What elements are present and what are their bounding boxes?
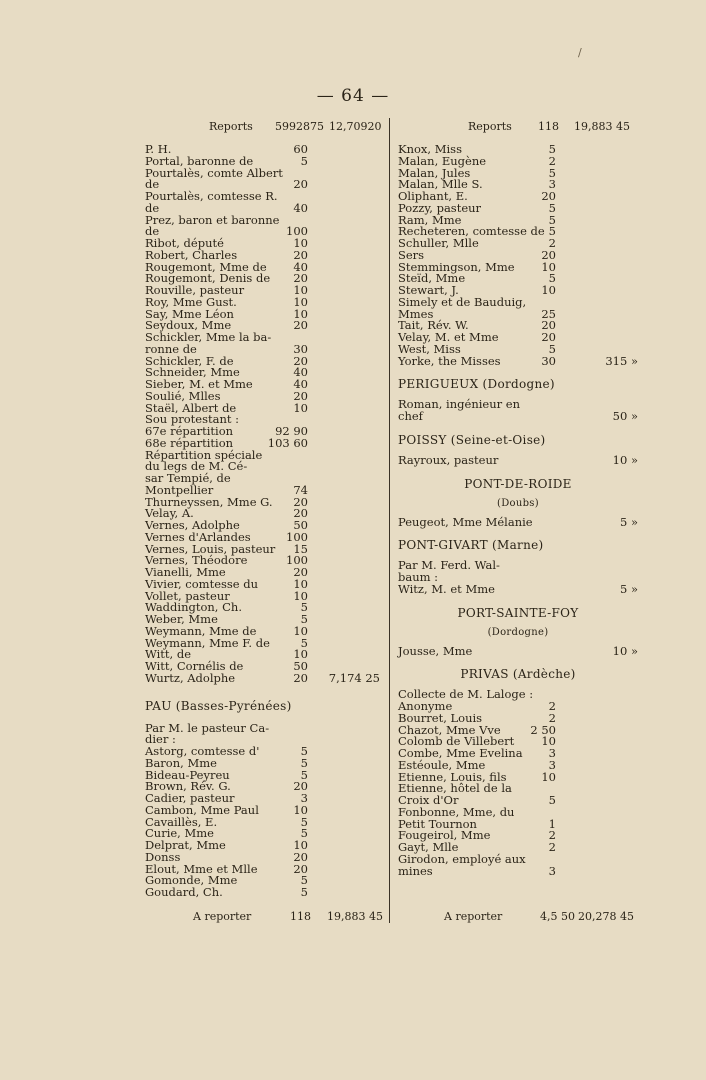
left-reports-a: 5992875 <box>275 120 324 133</box>
privas-heading: PRIVAS (Ardèche) <box>460 667 576 682</box>
pontderoide-heading: PONT-DE-ROIDE <box>464 476 572 491</box>
entry-name: Rougemont, Denis de <box>145 271 271 286</box>
entry-row <box>145 165 385 180</box>
entry-amount: 20 <box>293 271 308 286</box>
entry-amount: 10 <box>293 306 308 321</box>
entry-amount: 20 <box>293 779 308 794</box>
entry-name: Waddington, Ch. <box>145 600 242 615</box>
entry-name: Portal, baronne de <box>145 153 254 168</box>
entry-amount: 2 50 <box>530 722 556 737</box>
right-column <box>398 120 638 877</box>
entry-name: Rouville, pasteur <box>145 283 245 297</box>
entry-name: chef <box>398 409 423 423</box>
entry-name: Anonyme <box>398 699 453 713</box>
entry-row <box>398 581 638 596</box>
entry-name: Vernes, Théodore <box>145 553 248 568</box>
left-subscriber-list <box>145 144 385 685</box>
entry-name: de <box>145 200 160 215</box>
entry-name: dier : <box>145 732 176 747</box>
entry-amount: 10 <box>293 283 308 297</box>
entry-amount: 3 <box>548 863 556 878</box>
entry-amount: 5 <box>548 200 556 215</box>
corner-mark: / <box>578 46 582 59</box>
entry-name: Bourret, Louis <box>398 710 483 725</box>
entry-name: Roman, ingénieur en <box>398 397 520 412</box>
entry-row <box>145 840 385 852</box>
entry-amount: 10 <box>293 623 308 638</box>
entry-name: Thurneyssen, Mme G. <box>145 494 273 509</box>
right-bottom-line <box>398 910 638 924</box>
entry-row <box>398 452 638 467</box>
entry-amount: 50 <box>293 659 308 673</box>
entry-name: Chazot, Mme Vve <box>398 722 501 737</box>
entry-name: Par M. le pasteur Ca- <box>145 720 270 735</box>
entry-amount: 40 <box>293 365 308 380</box>
privas-list <box>398 689 638 877</box>
entry-amount: 20 <box>293 565 308 579</box>
entry-name: Weymann, Mme F. de <box>145 635 270 650</box>
entry-name: Cavaillès, E. <box>145 814 218 829</box>
entry-name: Colomb de Villebert <box>398 734 515 749</box>
entry-name: Oliphant, E. <box>398 189 468 203</box>
pontderoide-list <box>398 514 638 529</box>
entry-amount: 5 <box>548 165 556 180</box>
entry-name: Fougeirol, Mme <box>398 828 491 843</box>
entry-name: Pourtalès, comte Albert <box>145 165 283 180</box>
entry-name: P. H. <box>145 142 172 156</box>
entry-name: Collecte de M. Laloge : <box>398 687 534 702</box>
poissy-heading: POISSY (Seine-et-Oise) <box>398 432 546 447</box>
entry-amount: 10 <box>293 576 308 591</box>
entry-name: Sou protestant : <box>145 412 240 427</box>
entry-amount: 50 <box>293 518 308 532</box>
entry-name: Schickler, F. de <box>145 353 234 368</box>
entry-name: Goudard, Ch. <box>145 885 223 899</box>
left-bottom-b: 19,883 45 <box>327 910 383 923</box>
entry-name: Schuller, Mlle <box>398 236 479 250</box>
entry-row <box>145 191 385 203</box>
right-reports-a: 118 <box>538 120 559 133</box>
entry-amount: 5 <box>300 635 308 650</box>
entry-total: 7,174 25 <box>328 670 380 685</box>
entry-amount: 100 <box>286 224 308 239</box>
entry-amount: 30 <box>293 341 308 356</box>
entry-row <box>398 294 638 309</box>
entry-name: Donss <box>145 849 181 864</box>
right-bottom-label: A reporter <box>444 910 503 923</box>
entry-name: Montpellier <box>145 482 214 497</box>
entry-name: Knox, Miss <box>398 142 462 156</box>
entry-name: Sers <box>398 247 425 262</box>
entry-total: 10 » <box>612 643 638 658</box>
entry-amount: 5 <box>300 814 308 829</box>
column-divider <box>389 118 390 923</box>
entry-name: Schneider, Mme <box>145 365 240 380</box>
entry-amount: 10 <box>293 236 308 250</box>
entry-amount: 20 <box>293 506 308 521</box>
right-reports-label: Reports <box>468 120 512 133</box>
entry-name: Petit Tournon <box>398 816 477 831</box>
entry-amount: 15 <box>293 541 308 556</box>
entry-name: sar Tempié, de <box>145 471 231 485</box>
entry-amount: 5 <box>300 755 308 770</box>
entry-name: Malan, Eugène <box>398 153 487 168</box>
entry-name: Vianelli, Mme <box>145 565 226 579</box>
pontgivart-list <box>398 560 638 595</box>
entry-name: Prez, baron et baronne <box>145 212 280 227</box>
entry-amount: 30 <box>541 353 556 368</box>
entry-amount: 5 <box>548 793 556 807</box>
entry-name: Weber, Mme <box>145 612 218 626</box>
entry-amount: 20 <box>293 670 308 685</box>
entry-name: Weymann, Mme de <box>145 623 257 638</box>
entry-name: baum : <box>398 570 439 584</box>
entry-name: Fonbonne, Mme, du <box>398 804 515 819</box>
entry-row <box>398 399 638 411</box>
entry-amount: 10 <box>293 400 308 415</box>
left-reports-b: 12,70920 <box>329 120 382 133</box>
entry-amount: 5 <box>548 224 556 239</box>
entry-name: Vernes, Adolphe <box>145 518 240 532</box>
entry-amount: 2 <box>548 710 556 725</box>
entry-name: Say, Mme Léon <box>145 306 234 321</box>
entry-name: du legs de M. Cé- <box>145 459 248 474</box>
entry-name: Staël, Albert de <box>145 400 237 415</box>
entry-amount: 25 <box>541 306 556 321</box>
portsaintefoy-subheading: (Dordogne) <box>487 626 549 638</box>
entry-name: Ram, Mme <box>398 212 462 227</box>
entry-name: Pozzy, pasteur <box>398 200 482 215</box>
entry-name: Stemmingson, Mme <box>398 259 515 274</box>
entry-amount: 20 <box>293 247 308 262</box>
entry-name: Witt, de <box>145 647 192 662</box>
entry-amount: 10 <box>293 588 308 603</box>
entry-amount: 20 <box>293 849 308 864</box>
entry-amount: 3 <box>300 791 308 805</box>
entry-name: Croix d'Or <box>398 793 459 807</box>
entry-amount: 92 90 <box>275 424 308 438</box>
entry-name: Par M. Ferd. Wal- <box>398 558 500 573</box>
entry-name: Etienne, Louis, fils <box>398 769 507 784</box>
entry-total: 315 » <box>605 353 638 368</box>
entry-amount: 2 <box>548 153 556 168</box>
entry-name: Steïd, Mme <box>398 271 466 286</box>
entry-name: Tait, Rév. W. <box>398 318 469 333</box>
entry-amount: 20 <box>293 861 308 876</box>
entry-name: Vernes, Louis, pasteur <box>145 541 276 556</box>
entry-row <box>398 643 638 658</box>
entry-amount: 20 <box>293 353 308 368</box>
left-bottom-a: 118 <box>290 910 311 923</box>
page-number: — 64 — <box>316 86 390 106</box>
pau-subscriber-list <box>145 720 385 899</box>
right-bottom-a: 4,5 50 <box>540 910 575 923</box>
entry-amount: 5 <box>548 271 556 286</box>
entry-total: 5 » <box>619 581 638 596</box>
entry-name: Mmes <box>398 306 434 321</box>
entry-amount: 5 <box>300 826 308 841</box>
entry-amount: 2 <box>548 236 556 250</box>
entry-row <box>398 353 638 368</box>
entry-name: Répartition spéciale <box>145 447 263 462</box>
entry-amount: 5 <box>300 744 308 758</box>
right-reports-b: 19,883 45 <box>574 120 630 133</box>
entry-amount: 40 <box>293 377 308 391</box>
entry-name: Gomonde, Mme <box>145 873 238 888</box>
entry-row <box>145 670 385 685</box>
right-reports-line <box>398 120 638 136</box>
entry-amount: 10 <box>541 734 556 749</box>
entry-amount: 5 <box>300 153 308 168</box>
entry-total: 50 » <box>612 409 638 423</box>
entry-name: Cadier, pasteur <box>145 791 235 805</box>
entry-amount: 20 <box>293 494 308 509</box>
entry-amount: 5 <box>548 341 556 356</box>
entry-amount: 103 60 <box>267 435 308 450</box>
entry-amount: 1 <box>548 816 556 831</box>
entry-name: Delprat, Mme <box>145 838 226 852</box>
entry-name: Elout, Mme et Mlle <box>145 861 258 876</box>
entry-name: Jousse, Mme <box>398 643 473 658</box>
left-reports-line <box>145 120 385 136</box>
entry-name: West, Miss <box>398 341 461 356</box>
entry-name: Witz, M. et Mme <box>398 581 495 596</box>
poissy-list <box>398 452 638 467</box>
entry-name: Seydoux, Mme <box>145 318 232 333</box>
entry-name: Ribot, député <box>145 236 224 250</box>
entry-name: de <box>145 177 160 192</box>
entry-amount: 10 <box>293 838 308 852</box>
entry-name: de <box>145 224 160 239</box>
entry-name: Simely et de Bauduig, <box>398 294 527 309</box>
entry-amount: 74 <box>293 482 308 497</box>
entry-row <box>145 720 385 735</box>
entry-name: Robert, Charles <box>145 247 238 262</box>
entry-amount: 3 <box>548 746 556 760</box>
entry-amount: 10 <box>293 647 308 662</box>
entry-name: Astorg, comtesse d' <box>145 744 260 758</box>
entry-name: Malan, Mlle S. <box>398 177 483 192</box>
entry-row <box>398 514 638 529</box>
entry-name: Bideau-Peyreu <box>145 767 230 782</box>
entry-name: Soulié, Mlles <box>145 388 221 403</box>
entry-amount: 40 <box>293 200 308 215</box>
entry-name: Stewart, J. <box>398 283 459 297</box>
entry-amount: 10 <box>293 802 308 817</box>
entry-name: Roy, Mme Gust. <box>145 294 237 309</box>
entry-name: Rougemont, Mme de <box>145 259 267 274</box>
entry-row <box>398 238 638 250</box>
entry-name: 68e répartition <box>145 435 234 450</box>
entry-name: Vollet, pasteur <box>145 588 230 603</box>
entry-name: Vernes d'Arlandes <box>145 529 251 544</box>
pontderoide-subheading: (Doubs) <box>497 497 539 509</box>
right-bottom-b: 20,278 45 <box>578 910 634 923</box>
entry-name: Velay, A. <box>145 506 194 521</box>
entry-name: Yorke, the Misses <box>398 353 501 368</box>
entry-amount: 3 <box>548 757 556 772</box>
entry-amount: 5 <box>300 885 308 899</box>
entry-name: Schickler, Mme la ba- <box>145 330 272 344</box>
entry-name: Rayroux, pasteur <box>398 452 499 467</box>
entry-amount: 5 <box>300 600 308 615</box>
entry-amount: 20 <box>541 330 556 344</box>
entry-amount: 20 <box>293 177 308 192</box>
entry-row <box>145 887 385 899</box>
entry-name: ronne de <box>145 341 197 356</box>
perigueux-heading: PERIGUEUX (Dordogne) <box>398 377 555 392</box>
entry-amount: 5 <box>300 612 308 626</box>
entry-name: Witt, Cornélis de <box>145 659 244 673</box>
entry-name: Sieber, M. et Mme <box>145 377 253 391</box>
entry-amount: 20 <box>541 189 556 203</box>
portsaintefoy-heading: PORT-SAINTE-FOY <box>457 605 579 620</box>
entry-amount: 5 <box>548 212 556 227</box>
pau-heading: PAU (Basses-Pyrénées) <box>145 698 292 713</box>
entry-amount: 20 <box>293 318 308 333</box>
entry-name: mines <box>398 863 433 878</box>
entry-amount: 60 <box>293 142 308 156</box>
entry-row <box>145 212 385 227</box>
entry-name: Brown, Rév. G. <box>145 779 231 794</box>
right-subscriber-list <box>398 144 638 367</box>
entry-name: Cambon, Mme Paul <box>145 802 259 817</box>
left-reports-label: Reports <box>209 120 253 133</box>
portsaintefoy-list <box>398 643 638 658</box>
entry-amount: 2 <box>548 699 556 713</box>
perigueux-list <box>398 399 638 423</box>
left-bottom-label: A reporter <box>193 910 252 923</box>
entry-row <box>398 851 638 866</box>
entry-amount: 5 <box>300 873 308 888</box>
entry-name: Combe, Mme Evelina <box>398 746 523 760</box>
entry-amount: 20 <box>541 318 556 333</box>
entry-name: 67e répartition <box>145 424 234 438</box>
entry-amount: 10 <box>541 259 556 274</box>
entry-name: Gayt, Mlle <box>398 840 459 854</box>
entry-name: Recheteren, comtesse de <box>398 224 545 239</box>
entry-amount: 100 <box>286 529 308 544</box>
entry-amount: 2 <box>548 828 556 843</box>
entry-amount: 100 <box>286 553 308 568</box>
entry-row <box>398 411 638 423</box>
entry-name: Malan, Jules <box>398 165 471 180</box>
entry-name: Velay, M. et Mme <box>398 330 499 344</box>
left-column <box>145 120 385 899</box>
entry-name: Girodon, employé aux <box>398 851 526 866</box>
entry-amount: 10 <box>293 294 308 309</box>
entry-amount: 3 <box>548 177 556 192</box>
entry-amount: 20 <box>293 388 308 403</box>
left-bottom-line <box>145 910 385 924</box>
entry-name: Baron, Mme <box>145 755 217 770</box>
entry-name: Estéoule, Mme <box>398 757 486 772</box>
entry-amount: 10 <box>541 283 556 297</box>
entry-total: 10 » <box>612 452 638 467</box>
pontgivart-heading: PONT-GIVART (Marne) <box>398 538 544 553</box>
entry-name: Pourtalès, comtesse R. <box>145 189 278 203</box>
entry-name: Wurtz, Adolphe <box>145 670 236 685</box>
entry-amount: 2 <box>548 840 556 854</box>
entry-amount: 5 <box>548 142 556 156</box>
entry-total: 5 » <box>619 514 638 529</box>
entry-amount: 5 <box>300 767 308 782</box>
entry-name: Vivier, comtesse du <box>145 576 259 591</box>
entry-name: Curie, Mme <box>145 826 214 841</box>
entry-amount: 10 <box>541 769 556 784</box>
entry-name: Etienne, hôtel de la <box>398 781 512 796</box>
entry-row <box>398 863 638 878</box>
entry-amount: 20 <box>541 247 556 262</box>
entry-name: Peugeot, Mme Mélanie <box>398 514 533 529</box>
entry-amount: 40 <box>293 259 308 274</box>
